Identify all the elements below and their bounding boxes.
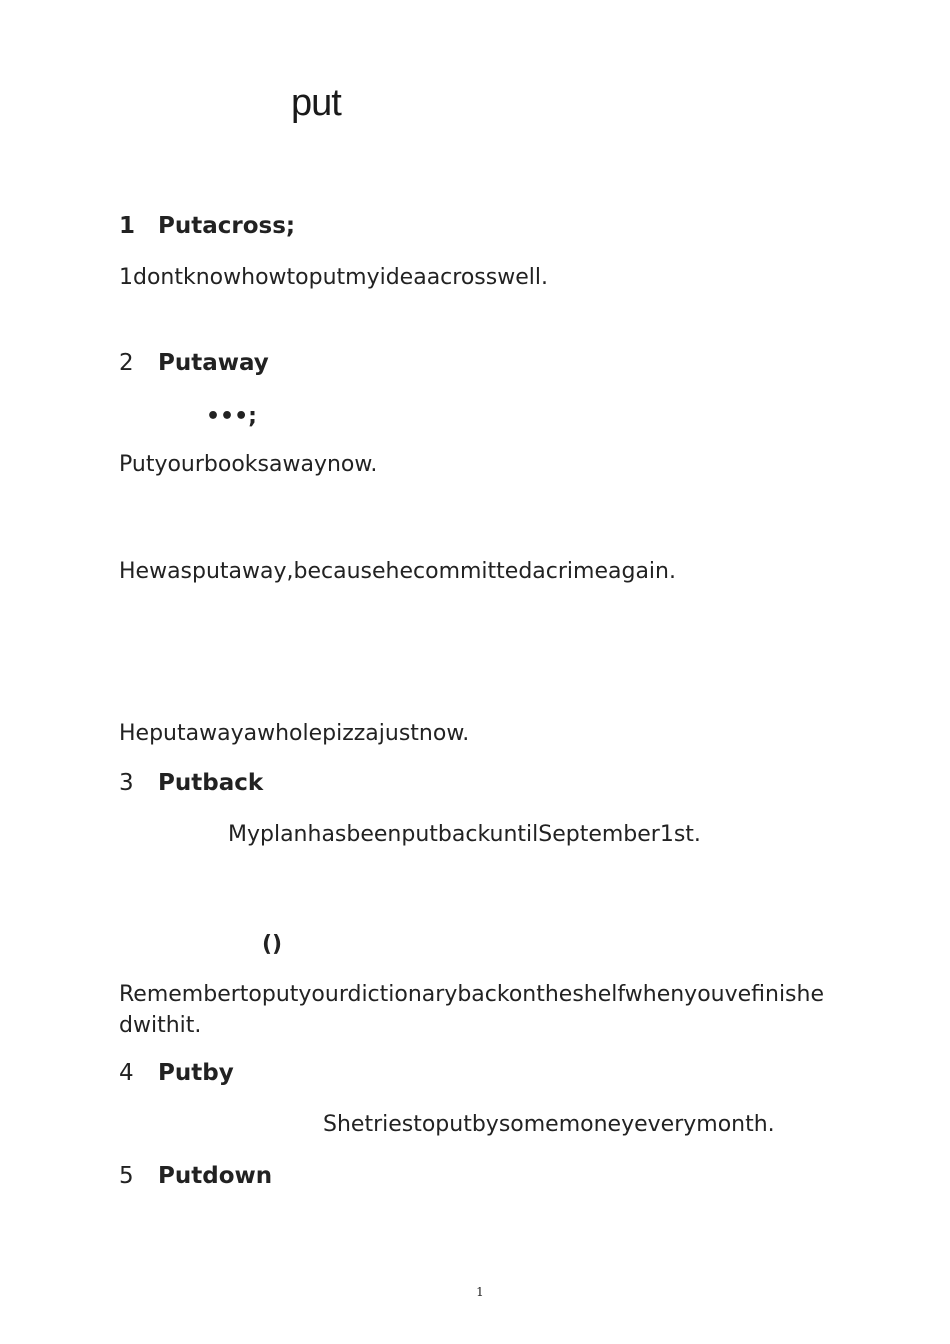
section-number-4: 4 bbox=[119, 1060, 134, 1086]
section-number-3: 3 bbox=[119, 770, 134, 796]
section-term-putaway: Putaway bbox=[158, 350, 269, 376]
section-number-2: 2 bbox=[119, 350, 134, 376]
example-away-3: Heputawayawholepizzajustnow. bbox=[119, 721, 470, 746]
example-away-2: Hewasputaway,becausehecommittedacrimeagain. bbox=[119, 559, 676, 584]
section-term-putby: Putby bbox=[158, 1060, 234, 1086]
section-term-putback: Putback bbox=[158, 770, 264, 796]
example-back-1: MyplanhasbeenputbackuntilSeptember1st. bbox=[228, 822, 701, 847]
away-marks: •••; bbox=[206, 404, 257, 429]
back-marks: () bbox=[262, 932, 283, 957]
section-number-1: 1 bbox=[119, 213, 136, 239]
example-away-1: Putyourbooksawaynow. bbox=[119, 452, 378, 477]
section-term-putacross: Putacross; bbox=[158, 213, 296, 239]
section-number-5: 5 bbox=[119, 1163, 134, 1189]
example-across-1: 1dontknowhowtoputmyideaacrosswell. bbox=[119, 265, 548, 290]
example-by-1: Shetriestoputbysomemoneyeverymonth. bbox=[323, 1112, 775, 1137]
page-title: put bbox=[291, 82, 341, 124]
section-term-putdown: Putdown bbox=[158, 1163, 273, 1189]
example-back-2: Remembertoputyourdictionarybackontheshelfwhenyouvefinishedwithit. bbox=[119, 982, 824, 1038]
page-number: 1 bbox=[476, 1285, 484, 1299]
